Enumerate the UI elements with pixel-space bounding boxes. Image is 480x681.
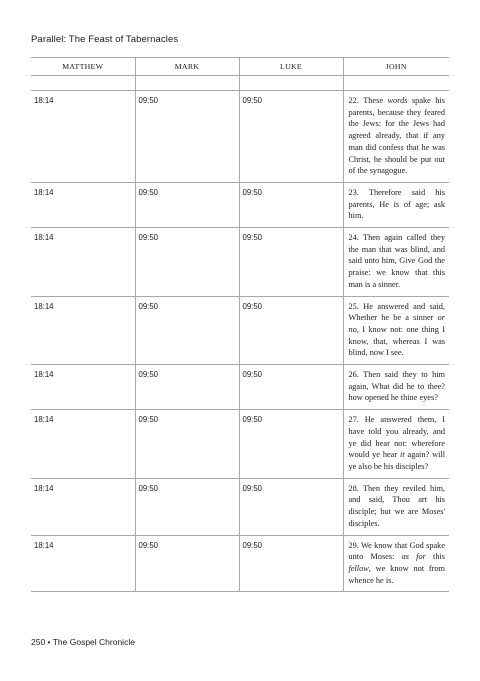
verse-text: , I know not: one thing I know, that, whereas I was blind, now I see.	[348, 324, 445, 358]
mark-reference: 09:50	[135, 365, 239, 410]
mark-reference: 09:50	[135, 535, 239, 592]
verse-text: spake his parents, because they feared the Jews: for the Jews had agreed already, that if any man did confess that he was Christ, he should be put out of the synagogue.	[348, 96, 445, 176]
mark-reference: 09:50	[135, 478, 239, 535]
verse-text: 27. He answered them, I have told you already, and ye did hear not: wherefore would ye hear	[348, 415, 445, 460]
table-row	[31, 91, 449, 183]
mark-reference: 09:50	[135, 296, 239, 365]
verse-italic-text: or no	[348, 313, 445, 334]
table-row	[31, 296, 449, 365]
luke-reference: 09:50	[239, 296, 343, 365]
luke-reference: 09:50	[239, 478, 343, 535]
matthew-reference: 18:14	[31, 478, 135, 535]
table-row	[31, 182, 449, 227]
verse-text: 25. He answered and said, Whether he be a sinner	[348, 301, 445, 323]
table-header-row	[31, 58, 449, 76]
mark-reference: 09:50	[135, 228, 239, 297]
luke-reference: 09:50	[239, 535, 343, 592]
mark-reference: 09:50	[135, 182, 239, 227]
john-verse	[343, 228, 449, 297]
table-row	[31, 535, 449, 592]
verse-text: 22. These	[348, 96, 388, 105]
luke-reference: 09:50	[239, 228, 343, 297]
table-row	[31, 365, 449, 410]
verse-italic-text: as for	[401, 552, 426, 562]
column-header-mark: MARK	[135, 58, 239, 76]
verse-text: 24. Then again called they the man that was blind, and said unto him, Give God the praise: we know that this man is a sinner.	[348, 233, 445, 289]
verse-text: 26. Then said they to him again, What did he to thee? how opened he thine eyes?	[348, 370, 445, 403]
matthew-reference: 18:14	[31, 182, 135, 227]
matthew-reference: 18:14	[31, 365, 135, 410]
john-verse	[343, 91, 449, 183]
luke-reference: 09:50	[239, 91, 343, 183]
mark-reference: 09:50	[135, 91, 239, 183]
column-header-matthew: MATTHEW	[31, 58, 135, 76]
table-row	[31, 228, 449, 297]
john-verse	[343, 410, 449, 479]
matthew-reference: 18:14	[31, 228, 135, 297]
verse-italic-text: words	[387, 96, 408, 105]
luke-reference: 09:50	[239, 365, 343, 410]
table-row	[31, 410, 449, 479]
matthew-reference: 18:14	[31, 535, 135, 592]
page-title: Parallel: The Feast of Tabernacles	[31, 34, 179, 45]
verse-italic-text: it	[400, 450, 405, 460]
mark-reference: 09:50	[135, 410, 239, 479]
table-row	[31, 478, 449, 535]
matthew-reference: 18:14	[31, 410, 135, 479]
matthew-reference: 18:14	[31, 91, 135, 183]
verse-text: this	[425, 552, 446, 562]
verse-text: 29. We know that God spake unto Moses:	[348, 540, 445, 562]
john-verse	[343, 478, 449, 535]
column-header-john: JOHN	[343, 58, 449, 76]
column-header-luke: LUKE	[239, 58, 343, 76]
parallel-table	[31, 57, 449, 592]
verse-text: , we know not from whence he is.	[348, 563, 445, 585]
john-verse	[343, 535, 449, 592]
header-spacer	[31, 76, 449, 91]
verse-italic-text: fellow	[348, 563, 369, 573]
verse-text: 23. Therefore said his parents, He is of age; ask him.	[348, 187, 445, 221]
verse-text: again? will ye also be his disciples?	[348, 450, 445, 471]
john-verse	[343, 365, 449, 410]
matthew-reference: 18:14	[31, 296, 135, 365]
luke-reference: 09:50	[239, 182, 343, 227]
page-footer: 250 • The Gospel Chronicle	[31, 637, 135, 647]
luke-reference: 09:50	[239, 410, 343, 479]
john-verse	[343, 296, 449, 365]
john-verse	[343, 182, 449, 227]
verse-text: 28. Then they reviled him, and said, Thou art his disciple; but we are Moses' disciples.	[348, 483, 445, 528]
